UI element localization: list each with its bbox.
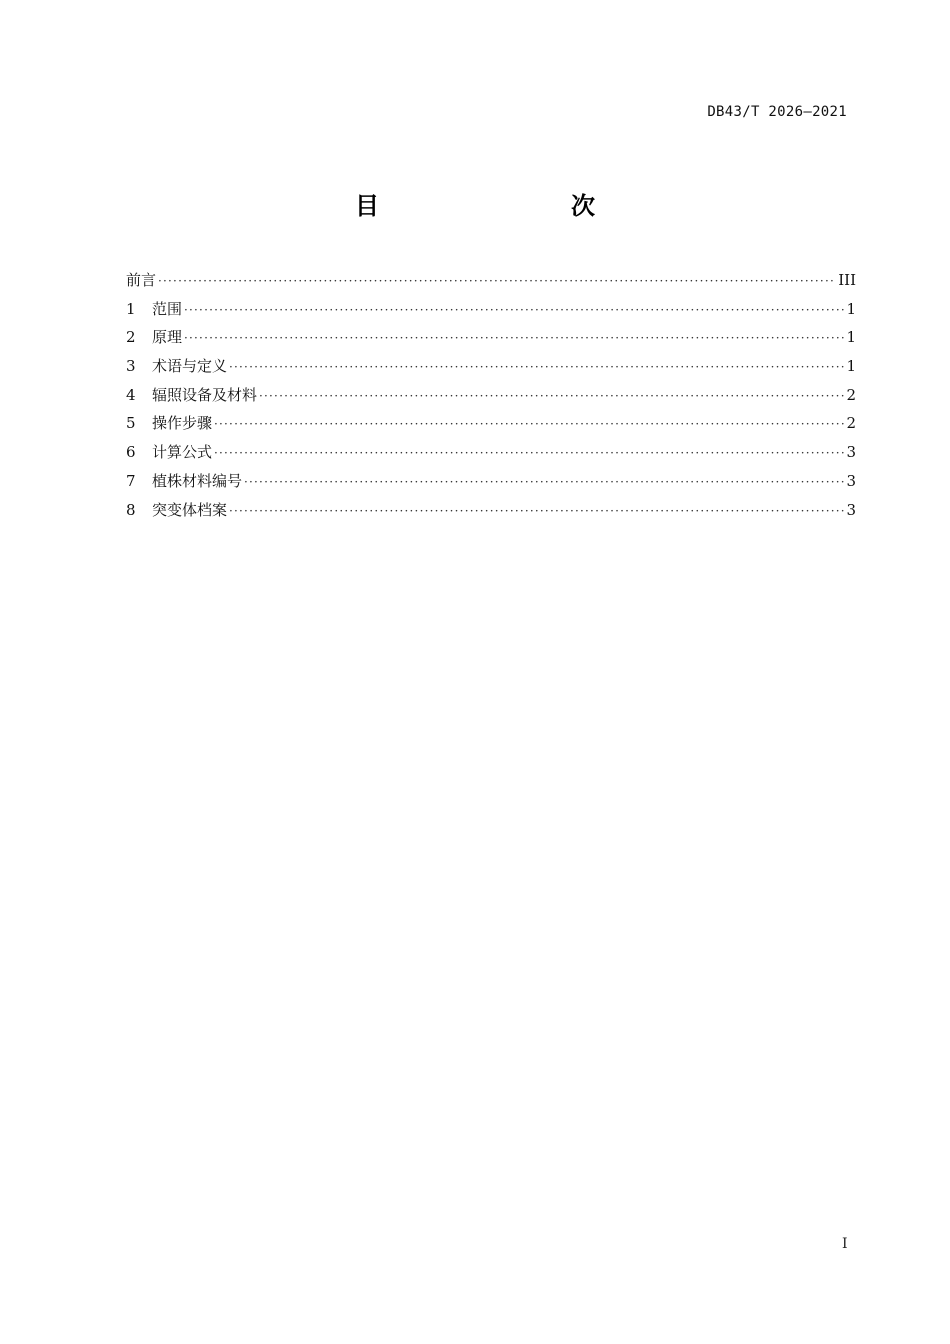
toc-entry-number: 1 bbox=[126, 299, 136, 318]
toc-entry-5[interactable] bbox=[126, 411, 856, 440]
toc-entry-8[interactable] bbox=[126, 498, 856, 527]
toc-leader-dots bbox=[158, 269, 836, 293]
toc-entry-label: 范围 bbox=[152, 299, 183, 318]
toc-entry-label: 辐照设备及材料 bbox=[152, 385, 258, 404]
toc-entry-page: III bbox=[838, 271, 856, 289]
toc-entry-2[interactable] bbox=[126, 325, 856, 354]
toc-entry-page: 1 bbox=[846, 328, 856, 347]
toc-entry-page: 3 bbox=[846, 443, 856, 462]
toc-leader-dots bbox=[214, 412, 844, 436]
toc-entry-1[interactable] bbox=[126, 297, 856, 326]
toc-leader-dots bbox=[184, 326, 844, 350]
toc-entry-number: 6 bbox=[126, 443, 136, 462]
toc-entry-page: 1 bbox=[846, 357, 856, 376]
toc-leader-dots bbox=[229, 355, 844, 379]
toc-leader-dots bbox=[214, 441, 844, 465]
toc-entry-label: 计算公式 bbox=[152, 443, 213, 462]
toc-entry-page: 2 bbox=[846, 385, 856, 404]
toc-entry-number: 8 bbox=[126, 500, 136, 519]
toc-entry-4[interactable] bbox=[126, 383, 856, 412]
table-of-contents bbox=[126, 268, 856, 526]
toc-entry-label: 操作步骤 bbox=[152, 414, 213, 433]
toc-leader-dots bbox=[259, 384, 844, 408]
toc-entry-number: 3 bbox=[126, 357, 136, 376]
toc-entry-label: 前言 bbox=[126, 271, 157, 289]
toc-leader-dots bbox=[184, 298, 844, 322]
page-number: I bbox=[842, 1236, 848, 1252]
toc-entry-label: 原理 bbox=[152, 328, 183, 347]
toc-entry-page: 1 bbox=[846, 299, 856, 318]
toc-entry-number: 2 bbox=[126, 328, 136, 347]
toc-entry-page: 3 bbox=[846, 471, 856, 490]
toc-entry-number: 5 bbox=[126, 414, 136, 433]
toc-entry-3[interactable] bbox=[126, 354, 856, 383]
toc-entry-label: 突变体档案 bbox=[152, 500, 228, 519]
toc-entry-label: 术语与定义 bbox=[152, 357, 228, 376]
toc-leader-dots bbox=[229, 499, 844, 523]
toc-entry-6[interactable] bbox=[126, 440, 856, 469]
toc-entry-number: 4 bbox=[126, 385, 136, 404]
toc-entry-7[interactable] bbox=[126, 469, 856, 498]
toc-title: 目 次 bbox=[355, 192, 643, 220]
toc-entry-preface[interactable] bbox=[126, 268, 856, 297]
toc-entry-page: 2 bbox=[846, 414, 856, 433]
toc-entry-label: 植株材料编号 bbox=[152, 471, 243, 490]
toc-entry-number: 7 bbox=[126, 471, 136, 490]
toc-leader-dots bbox=[244, 470, 844, 494]
document-code: DB43/T 2026—2021 bbox=[707, 104, 847, 120]
toc-entry-page: 3 bbox=[846, 500, 856, 519]
